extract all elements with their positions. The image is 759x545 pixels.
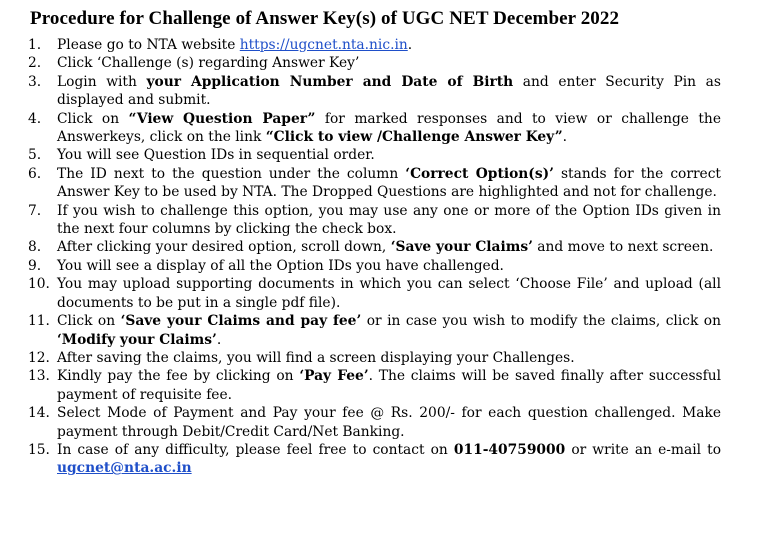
step-number: 3. xyxy=(28,73,42,90)
step-text: and enter Security Pin as displayed and submit. xyxy=(57,73,721,109)
procedure-step-8 xyxy=(28,238,721,256)
procedure-steps-list xyxy=(28,36,721,478)
step-text: If you wish to challenge this option, you may use any one or more of the Option IDs given in the next four columns by clicking the check box. xyxy=(57,202,721,238)
step-text: You will see Question IDs in sequential order. xyxy=(57,147,375,164)
step-bold-text: 011-40759000 xyxy=(453,441,566,458)
step-number: 2. xyxy=(28,55,42,72)
step-text: Please go to NTA website xyxy=(57,37,240,53)
step-bold-text: “Click to view /Challenge Answer Key” xyxy=(265,129,563,146)
step-text: The ID next to the question under the column xyxy=(57,165,406,182)
step-text: stands for the correct Answer Key to be used by NTA. The Dropped Questions are highlighted and not for challenge. xyxy=(57,165,721,201)
step-number: 15. xyxy=(28,441,50,458)
procedure-step-3 xyxy=(28,73,721,110)
step-text: . xyxy=(562,129,568,146)
step-text: Login with xyxy=(57,73,147,90)
step-number: 9. xyxy=(28,257,42,274)
step-text: Click ‘Challenge (s) regarding Answer Key’ xyxy=(57,55,360,72)
step-text: or write an e-mail to xyxy=(565,441,721,458)
procedure-step-11 xyxy=(28,312,721,349)
step-text: Select Mode of Payment and Pay your fee @ Rs. 200/- for each question challenged. Make payment through Debit/Credit Card/Net Banking. xyxy=(57,405,721,440)
step-text: and move to next screen. xyxy=(532,239,714,256)
step-number: 8. xyxy=(28,239,42,256)
step-bold-text: ‘Modify your Claims’ xyxy=(57,331,217,348)
procedure-step-6 xyxy=(28,165,721,202)
step-text: Click on xyxy=(57,313,121,330)
step-text: After clicking your desired option, scroll down, xyxy=(57,239,391,256)
step-number: 12. xyxy=(28,349,50,366)
step-number: 4. xyxy=(28,110,42,127)
step-text: After saving the claims, you will find a screen displaying your Challenges. xyxy=(57,349,575,366)
step-bold-text: ‘Save your Claims’ xyxy=(390,239,533,256)
procedure-step-2 xyxy=(28,54,721,72)
step-number: 14. xyxy=(28,405,50,422)
step-text: In case of any difficulty, please feel free to contact on xyxy=(57,441,454,458)
procedure-step-4 xyxy=(28,110,721,147)
procedure-step-13 xyxy=(28,367,721,404)
step-bold-text: ‘Save your Claims and pay fee’ xyxy=(120,313,362,330)
step-number: 11. xyxy=(28,313,50,330)
step-number: 7. xyxy=(28,202,42,219)
document-title: Procedure for Challenge of Answer Key(s) of UGC NET December 2022 xyxy=(30,8,620,29)
step-number: 1. xyxy=(28,37,42,53)
step-text: You may upload supporting documents in which you can select ‘Choose File’ and upload (all documents to be put in a single pdf file). xyxy=(57,276,721,311)
step-number: 10. xyxy=(28,276,50,293)
procedure-step-12 xyxy=(28,349,721,367)
email-link[interactable]: ugcnet@nta.ac.in xyxy=(57,460,192,477)
procedure-step-10 xyxy=(28,275,721,312)
step-text: for marked responses and to view or challenge the Answerkeys, click on the link xyxy=(57,110,721,146)
procedure-step-15 xyxy=(28,441,721,478)
step-bold-text: “View Question Paper” xyxy=(128,110,316,127)
step-text: or in case you wish to modify the claims, click on xyxy=(361,313,721,330)
step-number: 13. xyxy=(28,368,50,385)
procedure-step-14 xyxy=(28,404,721,441)
step-text: . xyxy=(407,37,413,53)
step-number: 6. xyxy=(28,165,42,182)
step-bold-text: ‘Pay Fee’ xyxy=(299,368,369,385)
procedure-step-9 xyxy=(28,257,721,275)
step-text: Kindly pay the fee by clicking on xyxy=(57,368,300,385)
procedure-step-5 xyxy=(28,146,721,164)
procedure-step-1 xyxy=(28,36,721,54)
step-bold-text: your Application Number and Date of Birth xyxy=(146,73,514,90)
step-number: 5. xyxy=(28,147,42,164)
website-link[interactable]: https://ugcnet.nta.nic.in xyxy=(239,37,408,53)
step-text: You will see a display of all the Option IDs you have challenged. xyxy=(57,257,504,274)
step-bold-text: ‘Correct Option(s)’ xyxy=(405,165,554,182)
procedure-step-7 xyxy=(28,202,721,239)
step-text: Click on xyxy=(57,110,129,127)
step-text: . xyxy=(216,331,222,348)
step-text: . The claims will be saved finally after successful payment of requisite fee. xyxy=(57,368,722,403)
